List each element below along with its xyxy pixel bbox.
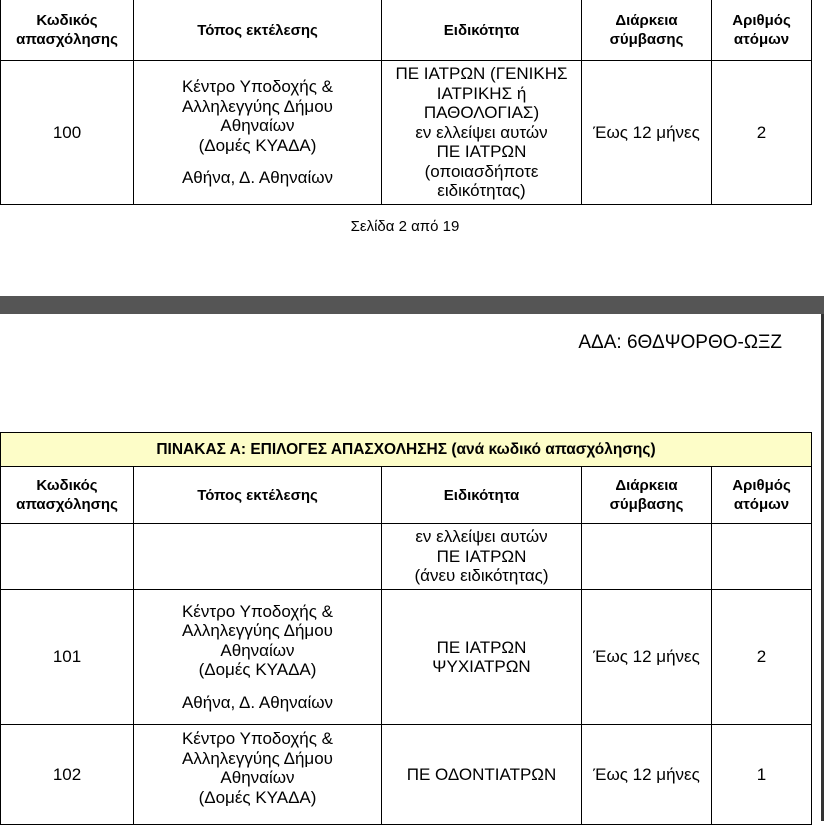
header-row xyxy=(1,0,812,61)
ada-code: ΑΔΑ: 6ΘΔΨΟΡΘΟ-ΩΞΖ xyxy=(578,332,782,353)
page-separator xyxy=(0,296,824,314)
job-place: Κέντρο Υποδοχής & Αλληλεγγύης Δήμου Αθηναίων (Δομές ΚΥΑΔΑ) Αθήνα, Δ. Αθηναίων xyxy=(134,590,382,725)
header-place: Τόπος εκτέλεσης xyxy=(134,0,382,61)
header-code: Κωδικός απασχόλησης xyxy=(1,467,134,524)
job-place: Κέντρο Υποδοχής & Αλληλεγγύης Δήμου Αθηναίων (Δομές ΚΥΑΔΑ) xyxy=(134,725,382,825)
header-row xyxy=(1,467,812,524)
job-persons: 1 xyxy=(712,725,812,825)
job-duration: Έως 12 μήνες xyxy=(582,61,712,205)
table-row xyxy=(1,725,812,825)
header-duration: Διάρκεια σύμβασης xyxy=(582,0,712,61)
header-place: Τόπος εκτέλεσης xyxy=(134,467,382,524)
job-code: 101 xyxy=(1,590,134,725)
table-title: ΠΙΝΑΚΑΣ Α: ΕΠΙΛΟΓΕΣ ΑΠΑΣΧΟΛΗΣΗΣ (ανά κωδικό απασχόλησης) xyxy=(1,433,812,467)
table-title-row xyxy=(1,433,812,467)
header-persons: Αριθμός ατόμων xyxy=(712,0,812,61)
table-row xyxy=(1,61,812,205)
job-specialty-continuation: εν ελλείψει αυτών ΠΕ ΙΑΤΡΩΝ (άνευ ειδικότητας) xyxy=(382,524,582,590)
header-specialty: Ειδικότητα xyxy=(382,0,582,61)
page-number: Σελίδα 2 από 19 xyxy=(350,218,460,235)
job-place: Κέντρο Υποδοχής & Αλληλεγγύης Δήμου Αθηναίων (Δομές ΚΥΑΔΑ) Αθήνα, Δ. Αθηναίων xyxy=(134,61,382,205)
job-code: 100 xyxy=(1,61,134,205)
job-specialty: ΠΕ ΙΑΤΡΩΝ (ΓΕΝΙΚΗΣ ΙΑΤΡΙΚΗΣ ή ΠΑΘΟΛΟΓΙΑΣ) εν ελλείψει αυτών ΠΕ ΙΑΤΡΩΝ (οποιασδήποτε ειδικότητας) xyxy=(382,61,582,205)
header-specialty: Ειδικότητα xyxy=(382,467,582,524)
header-duration: Διάρκεια σύμβασης xyxy=(582,467,712,524)
table-row xyxy=(1,590,812,725)
jobs-table-page-2 xyxy=(0,432,812,825)
header-code: Κωδικός απασχόλησης xyxy=(1,0,134,61)
job-specialty: ΠΕ ΟΔΟΝΤΙΑΤΡΩΝ xyxy=(382,725,582,825)
job-code: 102 xyxy=(1,725,134,825)
job-duration: Έως 12 μήνες xyxy=(582,590,712,725)
job-persons: 2 xyxy=(712,590,812,725)
job-persons: 2 xyxy=(712,61,812,205)
header-persons: Αριθμός ατόμων xyxy=(712,467,812,524)
jobs-table-page-1 xyxy=(0,0,812,205)
table-row xyxy=(1,524,812,590)
job-specialty: ΠΕ ΙΑΤΡΩΝ ΨΥΧΙΑΤΡΩΝ xyxy=(382,590,582,725)
job-duration: Έως 12 μήνες xyxy=(582,725,712,825)
